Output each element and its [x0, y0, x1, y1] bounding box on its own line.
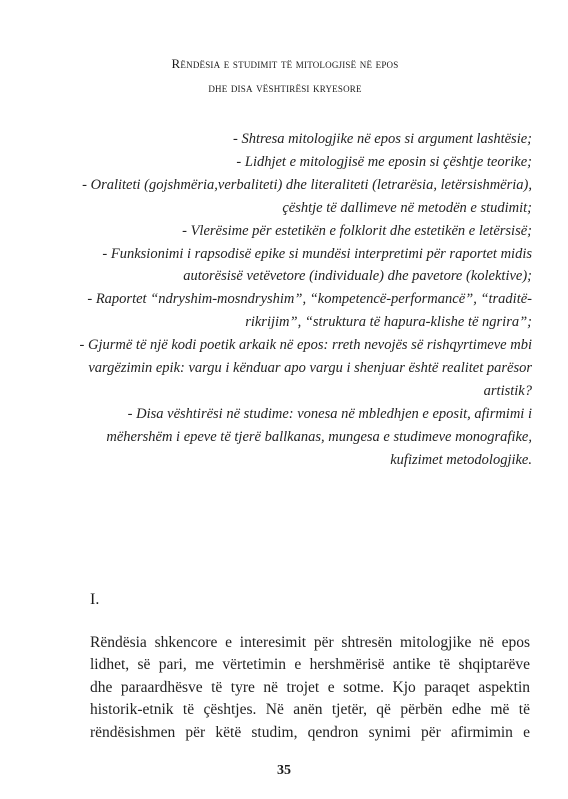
body-text: [90, 632, 530, 744]
abstract-line: - Vlerësime për estetikën e folklorit dhe estetikën e letërsisë;: [182, 222, 532, 239]
abstract-line: - Oraliteti (gojshmëria,verbaliteti) dhe literaliteti (letrarësia, letërsishmëria),: [82, 176, 532, 193]
body-line: rëndësishmen për këtë studim, qendron synimi për afirmimin e: [90, 723, 530, 741]
abstract-line: kufizimet metodologjike.: [390, 451, 532, 468]
abstract-line: rikrijim”, “struktura të hapura-klishe të ngrira”;: [245, 314, 532, 331]
body-line: historik-etnik të çështjes. Në anën tjetër, që përbën edhe më të: [90, 701, 530, 719]
abstract-line: - Lidhjet e mitologjisë me eposin si çështje teorike;: [236, 153, 532, 170]
abstract-line: autorësisë vetëvetore (individuale) dhe pavetore (kolektive);: [183, 268, 532, 285]
body-line: Rëndësia shkencore e interesimit për shtresën mitologjike në epos: [90, 634, 530, 651]
chapter-title-line-1: Rëndësia e studimit të mitologjisë në epos: [171, 56, 399, 71]
page-number: 35: [277, 763, 291, 778]
abstract-line: vargëzimin epik: vargu i kënduar apo vargu i shenjuar është realitet parësor: [88, 360, 532, 377]
body-line: dhe paraardhësve të tyre në trojet e sotme. Kjo paraqet aspektin: [90, 678, 530, 696]
abstract-line: - Funksionimi i rapsodisë epike si mundësi interpretimi për raportet midis: [102, 245, 532, 262]
abstract-line: - Shtresa mitologjike në epos si argument lashtësie;: [233, 131, 532, 147]
abstract-line: mëhershëm i epeve të tjerë ballkanas, mungesa e studimeve monografike,: [106, 428, 532, 445]
chapter-title-line-2: dhe disa vështirësi kryesore: [208, 80, 362, 95]
abstract-line: - Gjurmë të një kodi poetik arkaik në epos: rreth nevojës së rishqyrtimeve mbi: [79, 337, 532, 354]
section-number: I.: [90, 591, 100, 608]
abstract-line: - Disa vështirësi në studime: vonesa në mbledhjen e eposit, afirmimi i: [127, 405, 532, 422]
abstract-line: - Raportet “ndryshim-mosndryshim”, “kompetencë-performancë”, “traditë-: [87, 291, 532, 308]
abstract-line: çështje të dallimeve në metodën e studimit;: [282, 199, 532, 216]
chapter-abstract: [44, 128, 532, 472]
body-line: lidhet, së pari, me vërtetimin e hershmërisë antike të shqiptarëve: [90, 656, 530, 674]
abstract-line: artistik?: [483, 382, 532, 399]
